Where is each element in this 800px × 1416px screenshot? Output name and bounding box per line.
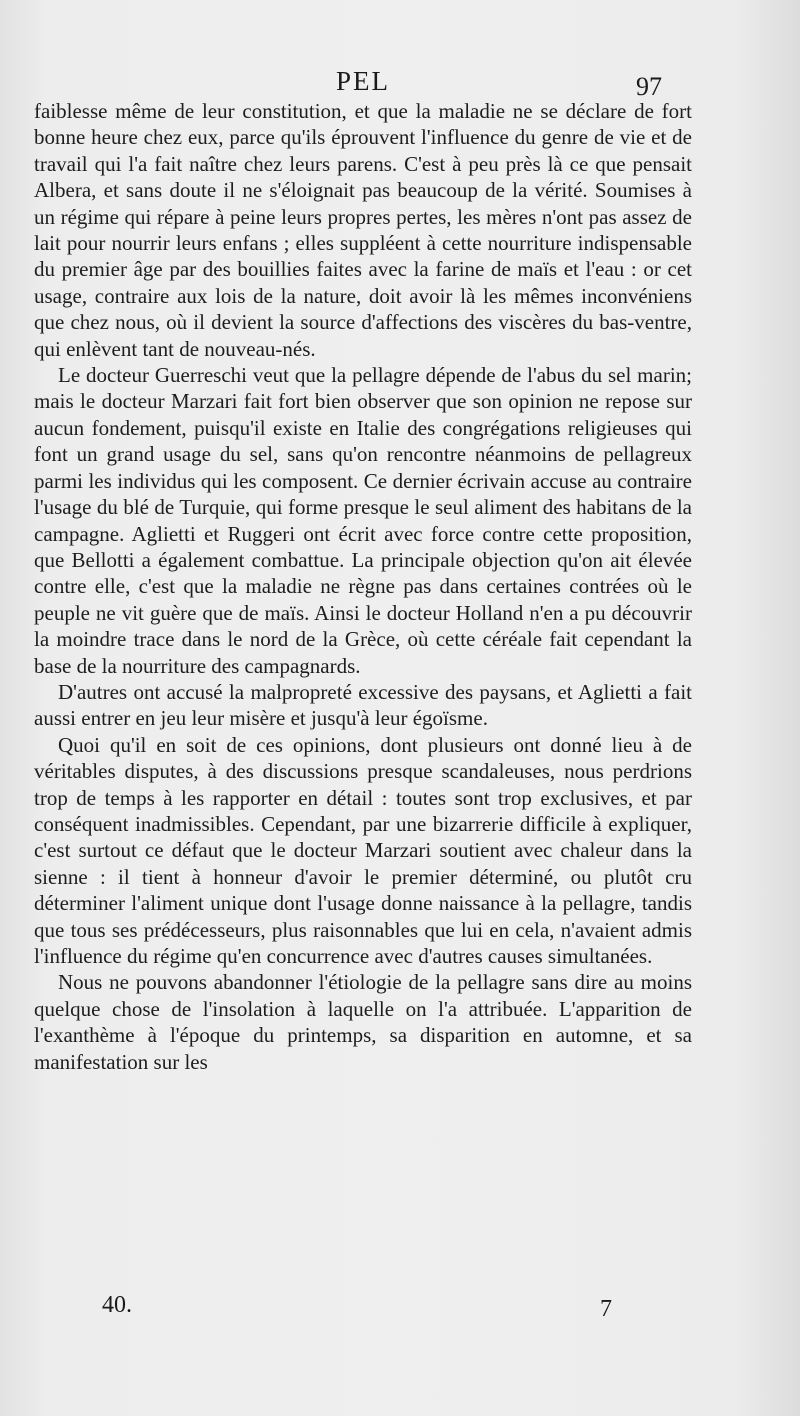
body-text xyxy=(34,98,692,1075)
sheet-number: 7 xyxy=(600,1296,612,1322)
paragraph-5: Nous ne pouvons abandonner l'étiologie de la pellagre sans dire au moins quelque chose de l'insolation à laquelle on l'a attribuée. L'apparition de l'exanthème à l'époque du printemps, sa disparition en automne, et sa manifestation sur les xyxy=(34,970,692,1074)
paragraph-2: Le docteur Guerreschi veut que la pellagre dépende de l'abus du sel marin; mais le docteur Marzari fait fort bien observer que son opinion ne repose sur aucun fondement, puisqu'il existe en Italie des congrégations religieuses qui font un grand usage du sel, sans qu'on rencontre néanmoins de pellagreux parmi les individus qui les composent. Ce dernier écrivain accuse au contraire l'usage du blé de Turquie, qui forme presque le seul aliment des habitans de la campagne. Aglietti et Ruggeri ont écrit avec force contre cette proposition, que Bellotti a également combattue. La principale objection qu'on ait élevée contre elle, c'est que la maladie ne règne pas dans certaines contrées où le peuple ne vit guère que de maïs. Ainsi le docteur Holland n'en a pu découvrir la moindre trace dans le nord de la Grèce, où cette céréale fait cependant la base de la nourriture des campagnards. xyxy=(34,363,692,678)
page-number: 97 xyxy=(636,72,662,101)
paragraph-3: D'autres ont accusé la malpropreté excessive des paysans, et Aglietti a fait aussi entrer en jeu leur misère et jusqu'à leur égoïsme. xyxy=(34,679,692,731)
paragraph-1: faiblesse même de leur constitution, et que la maladie ne se déclare de fort bonne heure chez eux, parce qu'ils éprouvent l'influence du genre de vie et de travail qui l'a fait naître chez leurs parens. C'est à peu près là ce que pensait Albera, et sans doute il ne s'éloignait pas beaucoup de la vérité. Soumises à un régime qui répare à peine leurs propres pertes, les mères n'ont pas assez de lait pour nourrir leurs enfans ; elles suppléent à cette nourriture indispensable du premier âge par des bouillies faites avec la farine de maïs et l'eau : or cet usage, contraire aux lois de la nature, doit avoir là les mêmes inconvéniens que chez nous, où il devient la source d'affections des viscères du bas-ventre, qui enlèvent tant de nouveau-nés. xyxy=(34,99,692,361)
paragraph-4: Quoi qu'il en soit de ces opinions, dont plusieurs ont donné lieu à de véritables disputes, à des discussions presque scandaleuses, nous perdrions trop de temps à les rapporter en détail : toutes sont trop exclusives, et par conséquent inadmissibles. Cependant, par une bizarrerie difficile à expliquer, c'est surtout ce défaut que le docteur Marzari soutient avec chaleur dans la sienne : il tient à honneur d'avoir le premier déterminé, ou plutôt cru déterminer l'aliment unique dont l'usage donne naissance à la pellagre, tandis que tous ses prédécesseurs, plus raisonnables que lui en cela, n'avaient admis l'influence du régime qu'en concurrence avec d'autres causes simultanées. xyxy=(34,732,692,968)
signature-mark: 40. xyxy=(102,1292,132,1318)
running-head: PEL xyxy=(336,66,391,96)
